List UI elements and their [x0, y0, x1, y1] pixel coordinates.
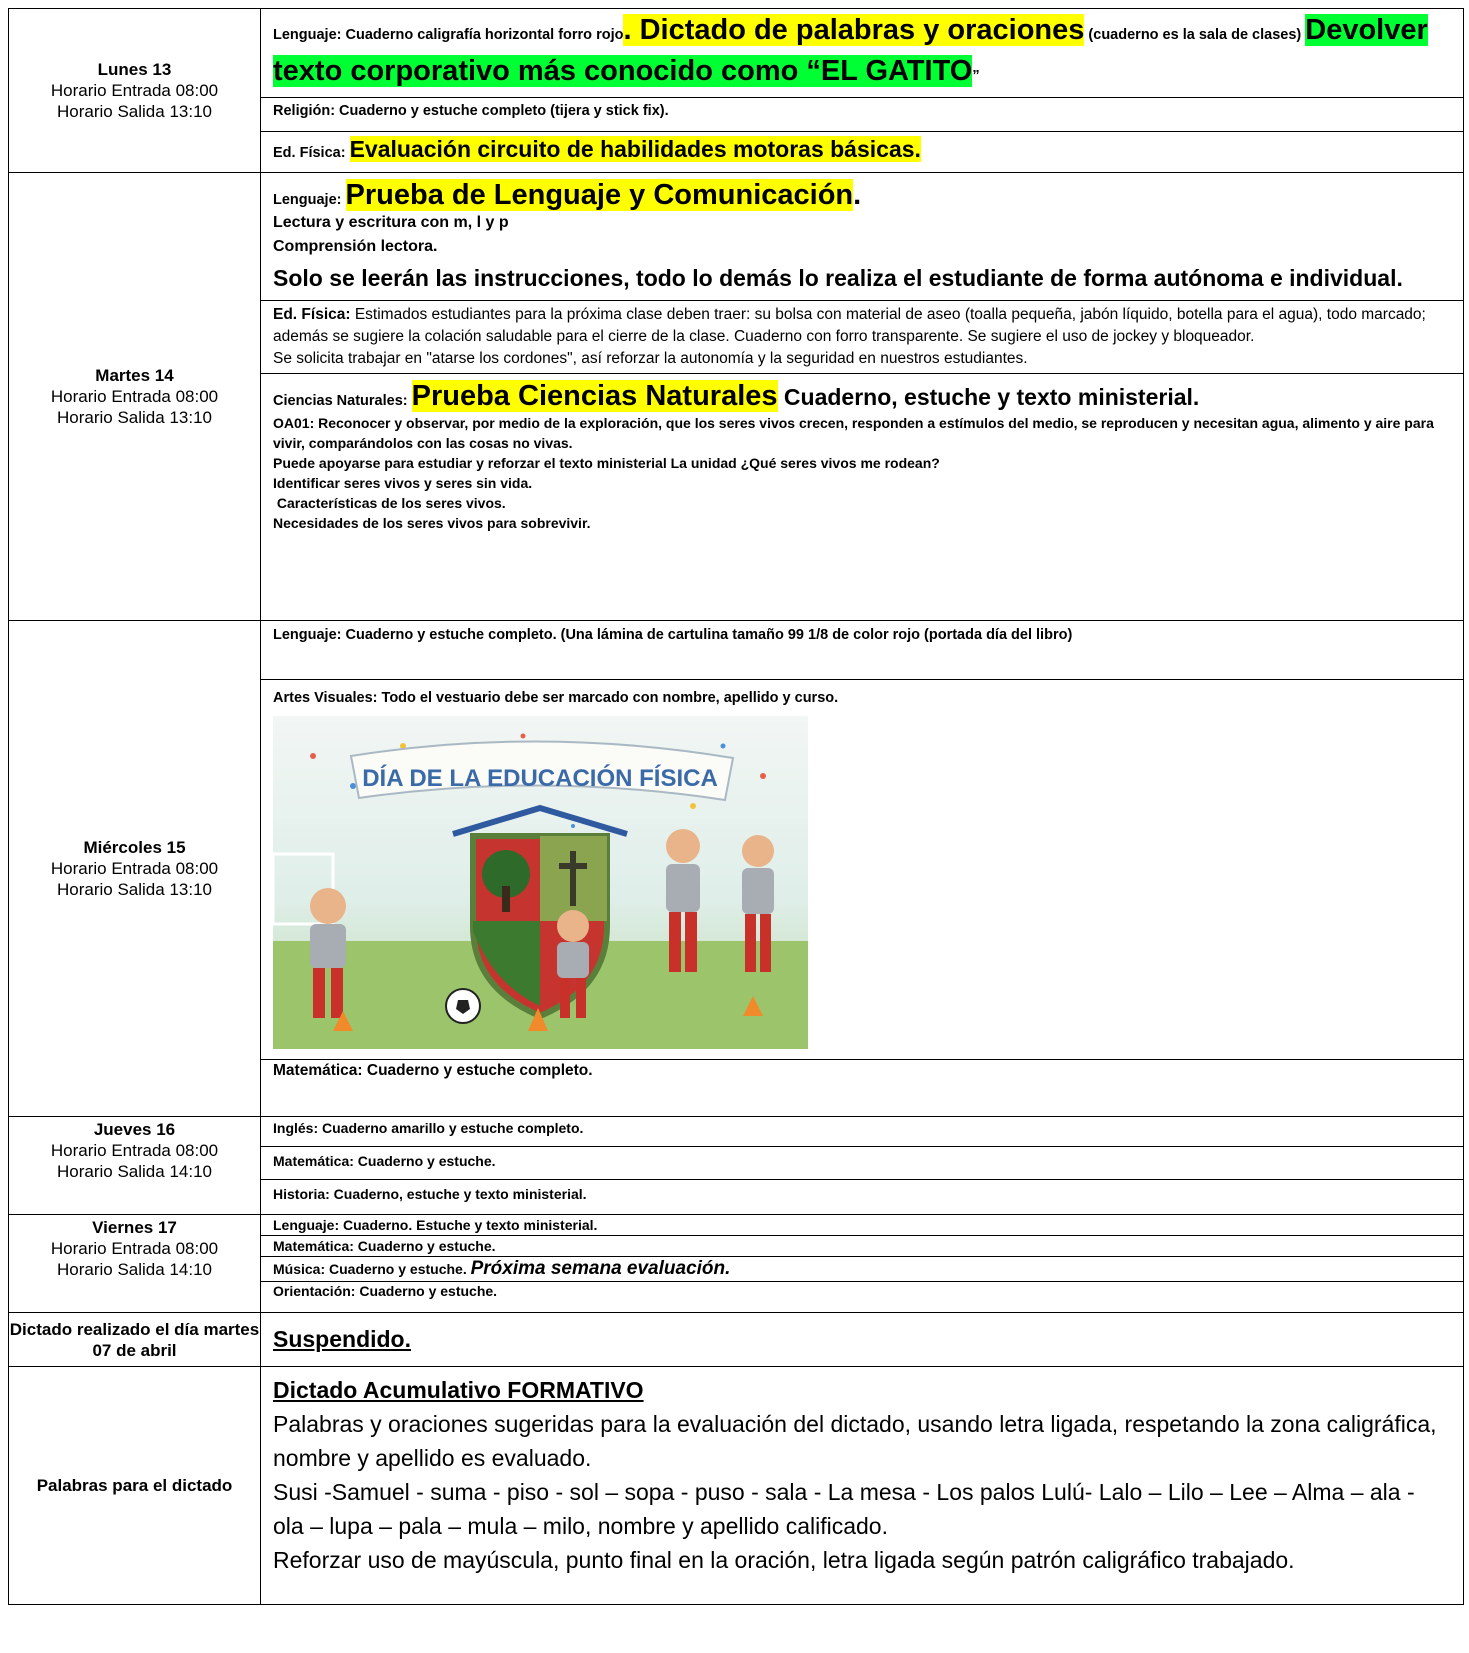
day-cell-lunes — [9, 9, 261, 173]
highlight: Prueba de Lenguaje y Comunicación — [345, 179, 854, 211]
day-name: Jueves 16 — [93, 1120, 176, 1139]
exit-time: Horario Salida 13:10 — [57, 102, 212, 121]
line: Necesidades de los seres vivos para sobrevivir. — [273, 515, 591, 531]
day-cell-martes — [9, 173, 261, 621]
exit-time: Horario Salida 14:10 — [57, 1260, 212, 1279]
label: Ciencias Naturales: — [273, 393, 408, 409]
line: Comprensión lectora. — [273, 238, 438, 255]
label: Ed. Física: — [273, 306, 351, 323]
row-viernes — [9, 1215, 1464, 1313]
note: Próxima semana evaluación. — [470, 1258, 731, 1279]
entry-time: Horario Entrada 08:00 — [50, 387, 219, 406]
subject-historia: Historia: Cuaderno, estuche y texto ministerial. — [273, 1186, 587, 1202]
line: Puede apoyarse para estudiar y reforzar el texto ministerial La unidad ¿Qué seres vivos me rodean? — [273, 455, 940, 471]
entry-time: Horario Entrada 08:00 — [50, 1141, 219, 1160]
row-lunes — [9, 9, 1464, 173]
subject-edfisica — [261, 301, 1463, 374]
subjects-lunes — [261, 9, 1464, 173]
day-cell-viernes — [9, 1215, 261, 1313]
subject-matematica: Matemática: Cuaderno y estuche. — [261, 1147, 1463, 1180]
poster-title: DÍA DE LA EDUCACIÓN FÍSICA — [362, 765, 718, 792]
day-cell-jueves — [9, 1117, 261, 1215]
highlight: Prueba Ciencias Naturales — [411, 380, 778, 412]
day-cell-miercoles — [9, 621, 261, 1117]
palabras-label — [9, 1367, 261, 1605]
subject-lenguaje: Lenguaje: Cuaderno y estuche completo. (Una lámina de cartulina tamaño 99 1/8 de color rojo (portada día del libro) — [261, 621, 1463, 680]
subject-musica — [261, 1257, 1463, 1282]
subject-lenguaje: Lenguaje: Cuaderno. Estuche y texto ministerial. — [261, 1215, 1463, 1236]
entry-time: Horario Entrada 08:00 — [50, 81, 219, 100]
exit-time: Horario Salida 14:10 — [57, 1162, 212, 1181]
line: Identificar seres vivos y seres sin vida. — [273, 475, 533, 491]
entry-time: Horario Entrada 08:00 — [50, 859, 219, 878]
row-miercoles — [9, 621, 1464, 1117]
label: Ed. Física: — [273, 145, 346, 161]
dictado-realizado-value — [261, 1313, 1464, 1367]
subjects-miercoles — [261, 621, 1464, 1117]
paragraph: Palabras y oraciones sugeridas para la evaluación del dictado, usando letra ligada, respetando la zona caligráfica, nombre y apellido es evaluado. — [273, 1411, 1437, 1471]
objective: OA01: Reconocer y observar, por medio de la exploración, que los seres vivos crecen, responden a estímulos del medio, se reproducen y necesitan agua, alimento y aire para vivir, comparándolos con las cosas no vivas. — [273, 415, 1434, 451]
subject-orientacion: Orientación: Cuaderno y estuche. — [273, 1283, 498, 1299]
label: Lenguaje: — [273, 192, 342, 208]
subject-lenguaje — [261, 173, 1463, 301]
subject-lenguaje — [261, 9, 1463, 98]
subject-matematica: Matemática: Cuaderno y estuche. — [261, 1236, 1463, 1257]
highlight: . Dictado de palabras y oraciones — [623, 14, 1085, 46]
subject-artes — [261, 680, 1463, 1060]
text: . — [853, 179, 862, 211]
exit-time: Horario Salida 13:10 — [57, 880, 212, 899]
row-jueves — [9, 1117, 1464, 1215]
dictado-realizado-label — [9, 1313, 261, 1367]
palabras-content — [261, 1367, 1464, 1605]
label: Dictado realizado el día martes 07 de abril — [9, 1319, 260, 1360]
subject-ciencias — [261, 374, 1463, 535]
exit-time: Horario Salida 13:10 — [57, 408, 212, 427]
text: ” — [972, 68, 980, 84]
day-name: Miércoles 15 — [83, 838, 186, 857]
dictado-title: Dictado Acumulativo FORMATIVO — [273, 1377, 644, 1403]
highlight-green: Devolver texto corporativo más conocido como “EL GATITO — [273, 14, 1428, 87]
paragraph: Susi -Samuel - suma - piso - sol – sopa - puso - sala - La mesa - Los palos Lulú- Lalo – Lilo – Lee – Alma – ala - ola – lupa – pala – mula – milo, nombre y apellido calificado. — [273, 1479, 1415, 1539]
text: Lenguaje: Cuaderno caligrafía horizontal forro rojo — [273, 27, 624, 43]
line: Lectura y escritura con m, l y p — [273, 214, 509, 231]
schedule-table — [8, 8, 1464, 1605]
row-palabras — [9, 1367, 1464, 1605]
educacion-fisica-poster — [273, 716, 808, 1049]
subjects-martes — [261, 173, 1464, 621]
subject-edfisica — [261, 132, 1463, 167]
text: Se solicita trabajar en "atarse los cordones", así reforzar la autonomía y la seguridad en nuestros estudiantes. — [273, 350, 1028, 367]
subjects-jueves — [261, 1117, 1464, 1215]
subject-religion: Religión: Cuaderno y estuche completo (tijera y stick fix). — [261, 98, 1463, 132]
subject-ingles: Inglés: Cuaderno amarillo y estuche completo. — [261, 1117, 1463, 1147]
text: Música: Cuaderno y estuche. — [273, 1261, 467, 1277]
row-dictado-realizado — [9, 1313, 1464, 1367]
day-name: Martes 14 — [95, 366, 174, 385]
paragraph: Reforzar uso de mayúscula, punto final en la oración, letra ligada según patrón caligráfico trabajado. — [273, 1547, 1295, 1573]
note: (cuaderno es la sala de clases) — [1084, 27, 1302, 43]
day-name: Viernes 17 — [92, 1218, 177, 1237]
note: Solo se leerán las instrucciones, todo lo demás lo realiza el estudiante de forma autónoma e individual. — [273, 265, 1403, 291]
status-text: Suspendido. — [273, 1326, 411, 1352]
highlight: Evaluación circuito de habilidades motoras básicas. — [349, 136, 921, 162]
label: Palabras para el dictado — [36, 1476, 233, 1495]
row-martes — [9, 173, 1464, 621]
entry-time: Horario Entrada 08:00 — [50, 1239, 219, 1258]
text: Cuaderno, estuche y texto ministerial. — [777, 384, 1200, 410]
day-name: Lunes 13 — [97, 60, 172, 79]
subject-matematica: Matemática: Cuaderno y estuche completo. — [273, 1062, 593, 1079]
text: Estimados estudiantes para la próxima clase deben traer: su bolsa con material de aseo (toalla pequeña, jabón líquido, botella para el agua), todo marcado; además se sugiere la colación saludable para el cierre de la clase. Cuaderno con forro transparente. Se sugiere el uso de jockey y bloqueador. — [273, 306, 1426, 345]
text: Artes Visuales: Todo el vestuario debe ser marcado con nombre, apellido y curso. — [273, 690, 839, 706]
subjects-viernes — [261, 1215, 1464, 1313]
line: Características de los seres vivos. — [273, 495, 506, 511]
